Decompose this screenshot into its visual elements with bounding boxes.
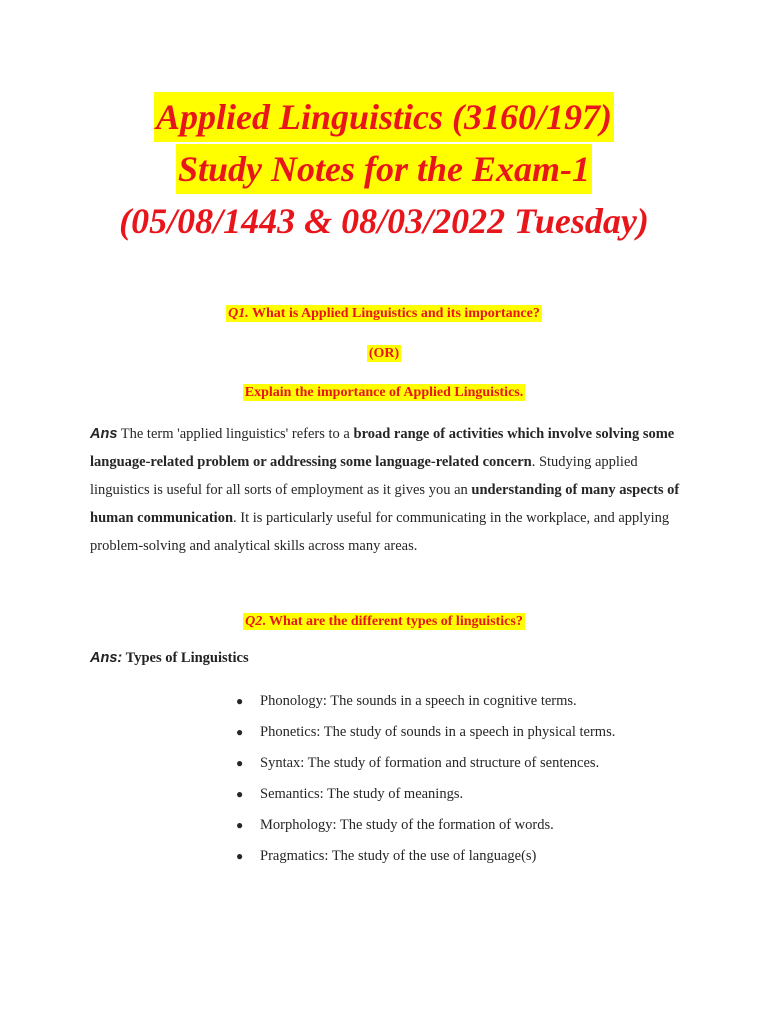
list-item-text: Semantics: The study of meanings. xyxy=(260,786,464,802)
bullet-icon: ● xyxy=(236,725,244,739)
answer-1-bold-1: broad range of activities which involve solving some language-related problem or addressing some language-related concern xyxy=(90,426,675,470)
list-item-text: Syntax: The study of formation and structure of sentences. xyxy=(260,755,600,771)
question-1 xyxy=(0,306,768,322)
list-item xyxy=(236,844,615,875)
question-1-alt xyxy=(0,385,768,401)
question-1-label: Q1. xyxy=(228,306,249,321)
list-item-text: Morphology: The study of the formation of words. xyxy=(260,817,554,833)
list-item xyxy=(236,751,615,782)
list-item xyxy=(236,689,615,720)
answer-2-heading xyxy=(90,650,249,667)
list-item-text: Phonology: The sounds in a speech in cognitive terms. xyxy=(260,693,577,709)
title-line-1: Applied Linguistics (3160/197) xyxy=(154,92,614,142)
list-item xyxy=(236,782,615,813)
bullet-icon: ● xyxy=(236,694,244,708)
question-1-text: What is Applied Linguistics and its importance? xyxy=(248,306,540,321)
title-line-2: Study Notes for the Exam-1 xyxy=(176,144,592,194)
or-label: (OR) xyxy=(368,346,400,361)
answer-1-text-2: . Studying applied linguistics is useful for all sorts of employment as it gives you an xyxy=(90,454,638,498)
list-item xyxy=(236,720,615,751)
list-item-text: Phonetics: The study of sounds in a speech in physical terms. xyxy=(260,724,616,740)
answer-1-text-1: The term 'applied linguistics' refers to a xyxy=(117,426,354,442)
document-title xyxy=(0,92,768,248)
bullet-icon: ● xyxy=(236,756,244,770)
answer-2-lead: Ans: xyxy=(90,650,123,666)
question-2-text: . What are the different types of linguistics? xyxy=(262,614,523,629)
list-item xyxy=(236,813,615,844)
title-line-3: (05/08/1443 & 08/03/2022 Tuesday) xyxy=(119,201,649,241)
bullet-icon: ● xyxy=(236,849,244,863)
answer-2-title: Types of Linguistics xyxy=(122,650,249,666)
bullet-icon: ● xyxy=(236,818,244,832)
answer-1-lead: Ans xyxy=(90,426,118,442)
question-2 xyxy=(0,614,768,630)
question-1-alt-text: Explain the importance of Applied Linguistics. xyxy=(244,385,524,400)
question-2-label: Q2 xyxy=(245,614,263,629)
answer-1 xyxy=(90,420,680,560)
list-item-text: Pragmatics: The study of the use of language(s) xyxy=(260,848,537,864)
answer-1-text-3: . It is particularly useful for communicating in the workplace, and applying problem-solving and analytical skills across many areas. xyxy=(90,510,670,554)
linguistics-types-list xyxy=(236,689,615,875)
question-1-or xyxy=(0,346,768,362)
answer-1-bold-2: understanding of many aspects of human communication xyxy=(90,482,680,526)
bullet-icon: ● xyxy=(236,787,244,801)
